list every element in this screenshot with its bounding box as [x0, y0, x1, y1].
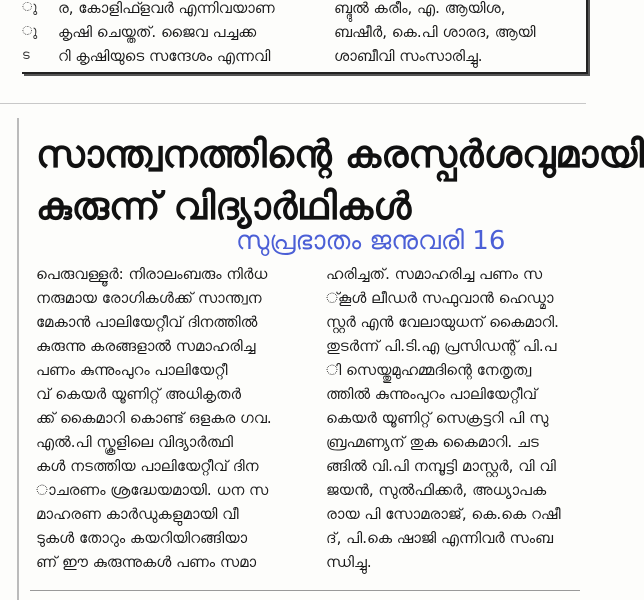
text-line: ണ് ഈ കുരുന്നുകൾ പണം സമാ	[36, 553, 257, 571]
text-line: മേകാൻ പാലിയേറ്റീവ് ദിനത്തിൽ	[36, 313, 258, 331]
text-line: പെരുവള്ളൂർ: നിരാലംബരും നിർധ	[36, 265, 268, 283]
previous-article-edge-fragments	[22, 0, 38, 68]
section-divider	[0, 103, 586, 104]
text-line: ക്ക് കൈമാറി കൊണ്ട് ഒളകര ഗവ.	[36, 409, 272, 427]
text-line: രായ പി സോമരാജ്, കെ.കെ റഷീ	[326, 505, 561, 523]
text-line: കുരുന്നു കരങ്ങളാൽ സമാഹരിച്ച	[36, 337, 256, 355]
headline-line: സാന്ത്വനത്തിന്റെ കരസ്പർശവുമായി	[36, 132, 644, 176]
previous-article-right-column	[334, 0, 584, 68]
text-line: ബ്രഹ്മണ്യന് തുക കൈമാറി. ചട	[326, 433, 539, 451]
bottom-divider	[30, 590, 580, 591]
text-line: ്കൂൾ ലീഡർ സഫുവാൻ ഹെഡ്മാ	[326, 289, 554, 307]
text-line: ദ്, പി.കെ ഷാജി എന്നിവർ സംബ	[326, 529, 554, 547]
text-line: ടുകൾ തോറും കയറിയിറങ്ങിയാ	[36, 529, 248, 547]
article-left-column	[36, 262, 296, 574]
text-line: പണം കുന്നുംപുറം പാലിയേറ്റീ	[36, 361, 228, 379]
text-line: ത്തിൽ കുന്നുംപുറം പാലിയേറ്റീവ്	[326, 385, 538, 403]
text-line: എൽ.പി സ്കൂളിലെ വിദ്യാർത്ഥി	[36, 433, 233, 451]
text-line: ഹരിച്ചത്. സമാഹരിച്ച പണം സ	[326, 265, 543, 283]
text-line: നരുമായ രോഗികൾക്ക് സാന്ത്വന	[36, 289, 262, 307]
text-line: വ് കെയർ യൂണിറ്റ് അധികൃതർ	[36, 385, 241, 403]
text-line: ബഷീർ, കെ.പി ശാരദ, ആയി	[334, 23, 536, 41]
text-line: ു	[22, 24, 38, 39]
text-line: കെയർ യൂണിറ്റ് സെക്രട്ടറി പി സു	[326, 409, 549, 427]
article-right-column	[326, 262, 582, 574]
previous-article-left-column	[58, 0, 318, 68]
text-line: സ്റ്റർ എൻ വേലായുധന് കൈമാറി.	[326, 313, 559, 331]
article-headline	[36, 128, 644, 232]
text-line: ട	[22, 48, 30, 63]
text-line: കൃഷി ചെയ്തത്. ജൈവ പച്ചക്ക	[58, 23, 257, 41]
text-line: ാചരണം ശ്രദ്ധേയമായി. ധന സ	[36, 481, 269, 499]
column-divider	[17, 118, 19, 600]
text-line: ബ്ദുൽ കരീം, എ. ആയിശ,	[334, 0, 506, 17]
text-line: ങ്ങിൽ വി.പി നമ്പൂട്ടി മാസ്റ്റർ, വി വി	[326, 457, 556, 475]
text-line: തുടർന്ന് പി.ടി.എ പ്രസിഡന്റ് പി.പ	[326, 337, 557, 355]
text-line: ന്ധിച്ചു.	[326, 553, 372, 571]
text-line: കൾ നടത്തിയ പാലിയേറ്റീവ് ദിന	[36, 457, 259, 475]
text-line: ര, കോളിഫ്ളവർ എന്നിവയാണ	[58, 0, 275, 17]
headline-line: കുരുന്ന് വിദ്യാർഥികൾ	[36, 184, 412, 228]
text-line: ി സെയ്തുമുഹമ്മദിന്റെ നേതൃത്വ	[326, 361, 532, 379]
text-line: ജയൻ, സുൽഫിക്കർ, അധ്യാപക	[326, 481, 547, 499]
text-line: റി കൃഷിയുടെ സന്ദേശം എന്നവി	[58, 47, 271, 65]
previous-article-box	[22, 0, 588, 74]
text-line: ശാബീവി സംസാരിച്ചു.	[334, 47, 483, 65]
source-date-annotation: സുപ്രഭാതം ജനുവരി 16	[236, 226, 506, 256]
text-line: മാഹരണ കാർഡുകളുമായി വീ	[36, 505, 239, 523]
text-line: ു	[22, 0, 38, 15]
